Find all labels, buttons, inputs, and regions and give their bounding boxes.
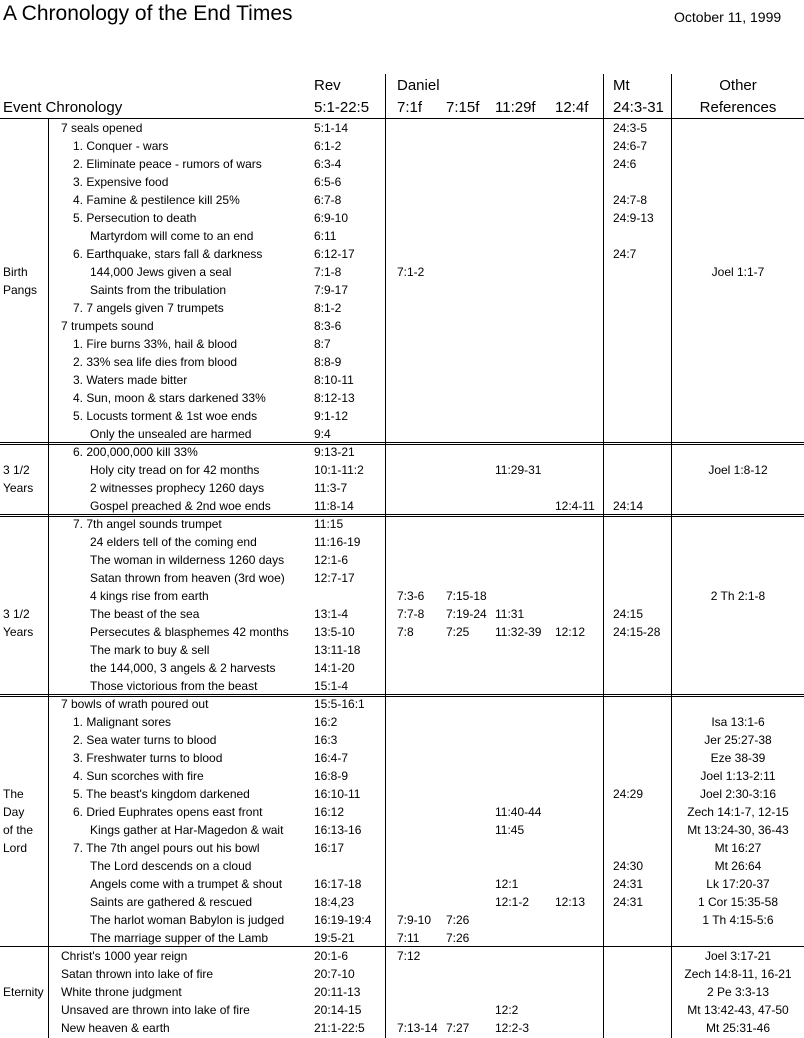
header-daniel-sub-2: 7:15f: [446, 99, 480, 116]
other-reference-cell: 1 Th 4:15-5:6: [702, 913, 774, 927]
rev-reference-cell: 10:1-11:2: [314, 463, 364, 477]
rev-reference-cell: 20:11-13: [314, 985, 361, 999]
mt-reference-cell: 24:31: [613, 895, 644, 909]
page-title: A Chronology of the End Times: [3, 2, 293, 25]
event-cell: 7. 7th angel sounds trumpet: [73, 517, 222, 531]
rev-reference-cell: 14:1-20: [314, 661, 355, 675]
period-label: The: [3, 787, 24, 801]
event-cell: Only the unsealed are harmed: [90, 427, 252, 441]
mt-reference-cell: 24:3-5: [613, 121, 648, 135]
mt-reference-cell: 24:7-8: [613, 193, 648, 207]
d3-reference-cell: 11:40-44: [495, 805, 542, 819]
event-cell: 7. The 7th angel pours out his bowl: [73, 841, 260, 855]
header-daniel-sub-3: 11:29f: [495, 99, 536, 116]
rev-reference-cell: 16:10-11: [314, 787, 361, 801]
d3-reference-cell: 12:1-2: [495, 895, 530, 909]
mt-reference-cell: 24:7: [613, 247, 637, 261]
period-label: Pangs: [3, 283, 38, 297]
header-rev: Rev: [314, 77, 341, 94]
rev-reference-cell: 6:3-4: [314, 157, 342, 171]
other-reference-cell: 2 Pe 3:3-13: [706, 985, 770, 999]
document-date: October 11, 1999: [674, 9, 782, 25]
event-cell: Angels come with a trumpet & shout: [90, 877, 283, 891]
other-reference-cell: 1 Cor 15:35-58: [697, 895, 779, 909]
rev-reference-cell: 16:4-7: [314, 751, 349, 765]
rev-reference-cell: 16:17-18: [314, 877, 362, 891]
d1-reference-cell: 7:8: [397, 625, 414, 639]
event-cell: 7 trumpets sound: [61, 319, 154, 333]
header-rev-range: 5:1-22:5: [314, 99, 370, 116]
rev-reference-cell: 16:13-16: [314, 823, 362, 837]
event-cell: 3. Expensive food: [73, 175, 169, 189]
rev-reference-cell: 6:1-2: [314, 139, 342, 153]
other-reference-cell: Jer 25:27-38: [704, 733, 772, 747]
period-label: Day: [3, 805, 25, 819]
event-cell: The marriage supper of the Lamb: [90, 931, 269, 945]
column-rule-mt: [603, 74, 604, 1038]
rev-reference-cell: 8:10-11: [314, 373, 354, 387]
d3-reference-cell: 12:2-3: [495, 1021, 530, 1035]
rev-reference-cell: 11:15: [314, 517, 344, 531]
event-cell: 7 bowls of wrath poured out: [61, 697, 209, 711]
period-label: 3 1/2: [3, 607, 30, 621]
period-label: Birth: [3, 265, 28, 279]
rev-reference-cell: 19:5-21: [314, 931, 355, 945]
rev-reference-cell: 18:4,23: [314, 895, 355, 909]
other-reference-cell: Isa 13:1-6: [711, 715, 765, 729]
event-cell: Kings gather at Har-Magedon & wait: [90, 823, 284, 837]
d2-reference-cell: 7:26: [446, 931, 470, 945]
event-cell: New heaven & earth: [61, 1021, 170, 1035]
event-cell: Those victorious from the beast: [90, 679, 258, 693]
event-cell: Gospel preached & 2nd woe ends: [90, 499, 271, 513]
rev-reference-cell: 16:2: [314, 715, 338, 729]
event-cell: 7 seals opened: [61, 121, 143, 135]
event-cell: Persecutes & blasphemes 42 months: [90, 625, 289, 639]
event-cell: 3. Waters made bitter: [73, 373, 188, 387]
d1-reference-cell: 7:7-8: [397, 607, 425, 621]
event-cell: 5. The beast's kingdom darkened: [73, 787, 250, 801]
rev-reference-cell: 16:12: [314, 805, 345, 819]
header-event-chronology: Event Chronology: [3, 99, 123, 116]
header-mt-range: 24:3-31: [613, 99, 664, 116]
mt-reference-cell: 24:15-28: [613, 625, 661, 639]
event-cell: 5. Persecution to death: [73, 211, 197, 225]
other-reference-cell: Joel 1:8-12: [708, 463, 768, 477]
other-reference-cell: Mt 16:27: [714, 841, 762, 855]
mt-reference-cell: 24:31: [613, 877, 644, 891]
event-cell: 2 witnesses prophecy 1260 days: [90, 481, 265, 495]
event-cell: Satan thrown into lake of fire: [61, 967, 214, 981]
d1-reference-cell: 7:12: [397, 949, 421, 963]
event-cell: 1. Malignant sores: [73, 715, 172, 729]
rev-reference-cell: 11:3-7: [314, 481, 348, 495]
rev-reference-cell: 13:11-18: [314, 643, 361, 657]
rev-reference-cell: 8:12-13: [314, 391, 355, 405]
event-cell: 24 elders tell of the coming end: [90, 535, 257, 549]
rev-reference-cell: 16:19-19:4: [314, 913, 372, 927]
d2-reference-cell: 7:15-18: [446, 589, 487, 603]
rev-reference-cell: 13:5-10: [314, 625, 355, 639]
rev-reference-cell: 11:16-19: [314, 535, 361, 549]
other-reference-cell: Mt 13:42-43, 47-50: [687, 1003, 789, 1017]
header-mt: Mt: [613, 77, 630, 94]
event-cell: 5. Locusts torment & 1st woe ends: [73, 409, 258, 423]
event-cell: The mark to buy & sell: [90, 643, 210, 657]
event-cell: The Lord descends on a cloud: [90, 859, 252, 873]
other-reference-cell: Joel 2:30-3:16: [699, 787, 777, 801]
header-references: References: [699, 99, 777, 116]
other-reference-cell: Lk 17:20-37: [706, 877, 770, 891]
rev-reference-cell: 8:7: [314, 337, 331, 351]
d3-reference-cell: 11:31: [495, 607, 525, 621]
column-rule-daniel: [385, 74, 386, 1038]
other-reference-cell: 2 Th 2:1-8: [710, 589, 766, 603]
event-cell: The harlot woman Babylon is judged: [90, 913, 285, 927]
d2-reference-cell: 7:25: [446, 625, 470, 639]
d1-reference-cell: 7:9-10: [397, 913, 432, 927]
d3-reference-cell: 11:29-31: [495, 463, 542, 477]
rev-reference-cell: 15:5-16:1: [314, 697, 365, 711]
other-reference-cell: Zech 14:8-11, 16-21: [684, 967, 792, 981]
header-daniel: Daniel: [397, 77, 440, 94]
mt-reference-cell: 24:6-7: [613, 139, 648, 153]
mt-reference-cell: 24:14: [613, 499, 644, 513]
rev-reference-cell: 15:1-4: [314, 679, 349, 693]
header-other: Other: [719, 77, 757, 94]
event-cell: White throne judgment: [61, 985, 182, 999]
d3-reference-cell: 12:1: [495, 877, 519, 891]
d4-reference-cell: 12:12: [555, 625, 586, 639]
d2-reference-cell: 7:27: [446, 1021, 470, 1035]
rev-reference-cell: 12:7-17: [314, 571, 355, 585]
event-cell: 2. Eliminate peace - rumors of wars: [73, 157, 262, 171]
period-label: Lord: [3, 841, 28, 855]
d2-reference-cell: 7:19-24: [446, 607, 487, 621]
other-reference-cell: Joel 3:17-21: [704, 949, 772, 963]
event-cell: 144,000 Jews given a seal: [90, 265, 232, 279]
rev-reference-cell: 16:17: [314, 841, 345, 855]
other-reference-cell: Mt 26:64: [714, 859, 762, 873]
other-reference-cell: Zech 14:1-7, 12-15: [687, 805, 789, 819]
rev-reference-cell: 6:5-6: [314, 175, 342, 189]
event-cell: Martyrdom will come to an end: [90, 229, 254, 243]
event-cell: 4. Famine & pestilence kill 25%: [73, 193, 240, 207]
rev-reference-cell: 16:3: [314, 733, 338, 747]
rev-reference-cell: 7:1-8: [314, 265, 342, 279]
event-cell: The beast of the sea: [90, 607, 200, 621]
rev-reference-cell: 13:1-4: [314, 607, 349, 621]
event-cell: Christ's 1000 year reign: [61, 949, 188, 963]
event-cell: the 144,000, 3 angels & 2 harvests: [90, 661, 276, 675]
period-label: Eternity: [3, 985, 44, 999]
event-cell: Satan thrown from heaven (3rd woe): [90, 571, 285, 585]
d1-reference-cell: 7:13-14: [397, 1021, 438, 1035]
period-label: Years: [3, 625, 34, 639]
d1-reference-cell: 7:3-6: [397, 589, 425, 603]
event-cell: Saints are gathered & rescued: [90, 895, 253, 909]
event-cell: 4 kings rise from earth: [90, 589, 209, 603]
event-cell: 4. Sun scorches with fire: [73, 769, 204, 783]
d3-reference-cell: 11:45: [495, 823, 525, 837]
event-cell: 1. Conquer - wars: [73, 139, 169, 153]
rev-reference-cell: 8:1-2: [314, 301, 342, 315]
rev-reference-cell: 6:12-17: [314, 247, 355, 261]
rev-reference-cell: 9:13-21: [314, 445, 355, 459]
event-cell: 7. 7 angels given 7 trumpets: [73, 301, 224, 315]
event-cell: The woman in wilderness 1260 days: [90, 553, 285, 567]
event-cell: Holy city tread on for 42 months: [90, 463, 260, 477]
mt-reference-cell: 24:30: [613, 859, 644, 873]
rev-reference-cell: 6:7-8: [314, 193, 342, 207]
event-cell: 2. Sea water turns to blood: [73, 733, 217, 747]
d1-reference-cell: 7:1-2: [397, 265, 425, 279]
rev-reference-cell: 11:8-14: [314, 499, 354, 513]
mt-reference-cell: 24:9-13: [613, 211, 654, 225]
period-label: 3 1/2: [3, 463, 30, 477]
rev-reference-cell: 16:8-9: [314, 769, 349, 783]
rev-reference-cell: 8:3-6: [314, 319, 342, 333]
d1-reference-cell: 7:11: [397, 931, 420, 945]
event-cell: 6. Dried Euphrates opens east front: [73, 805, 263, 819]
header-daniel-sub-4: 12:4f: [555, 99, 589, 116]
rev-reference-cell: 9:1-12: [314, 409, 349, 423]
event-cell: 6. 200,000,000 kill 33%: [73, 445, 198, 459]
d3-reference-cell: 12:2: [495, 1003, 519, 1017]
d4-reference-cell: 12:13: [555, 895, 586, 909]
event-cell: 2. 33% sea life dies from blood: [73, 355, 238, 369]
rev-reference-cell: 12:1-6: [314, 553, 349, 567]
other-reference-cell: Joel 1:1-7: [711, 265, 765, 279]
event-cell: 1. Fire burns 33%, hail & blood: [73, 337, 238, 351]
rev-reference-cell: 20:14-15: [314, 1003, 362, 1017]
d2-reference-cell: 7:26: [446, 913, 470, 927]
rev-reference-cell: 7:9-17: [314, 283, 349, 297]
rev-reference-cell: 20:1-6: [314, 949, 349, 963]
rev-reference-cell: 8:8-9: [314, 355, 342, 369]
rev-reference-cell: 9:4: [314, 427, 331, 441]
mt-reference-cell: 24:15: [613, 607, 644, 621]
event-cell: 3. Freshwater turns to blood: [73, 751, 223, 765]
period-label: Years: [3, 481, 34, 495]
rev-reference-cell: 5:1-14: [314, 121, 349, 135]
header-daniel-sub-1: 7:1f: [397, 99, 423, 116]
event-cell: Unsaved are thrown into lake of fire: [61, 1003, 250, 1017]
other-reference-cell: Joel 1:13-2:11: [700, 769, 776, 783]
event-cell: 6. Earthquake, stars fall & darkness: [73, 247, 263, 261]
rev-reference-cell: 21:1-22:5: [314, 1021, 365, 1035]
event-cell: Saints from the tribulation: [90, 283, 227, 297]
period-label: of the: [3, 823, 34, 837]
event-cell: 4. Sun, moon & stars darkened 33%: [73, 391, 266, 405]
d4-reference-cell: 12:4-11: [555, 499, 595, 513]
rev-reference-cell: 6:11: [314, 229, 337, 243]
d3-reference-cell: 11:32-39: [495, 625, 542, 639]
other-reference-cell: Mt 13:24-30, 36-43: [687, 823, 789, 837]
mt-reference-cell: 24:6: [613, 157, 637, 171]
column-rule-period: [48, 119, 49, 1038]
other-reference-cell: Mt 25:31-46: [705, 1021, 771, 1035]
rev-reference-cell: 6:9-10: [314, 211, 349, 225]
other-reference-cell: Eze 38-39: [710, 751, 766, 765]
rev-reference-cell: 20:7-10: [314, 967, 355, 981]
mt-reference-cell: 24:29: [613, 787, 644, 801]
